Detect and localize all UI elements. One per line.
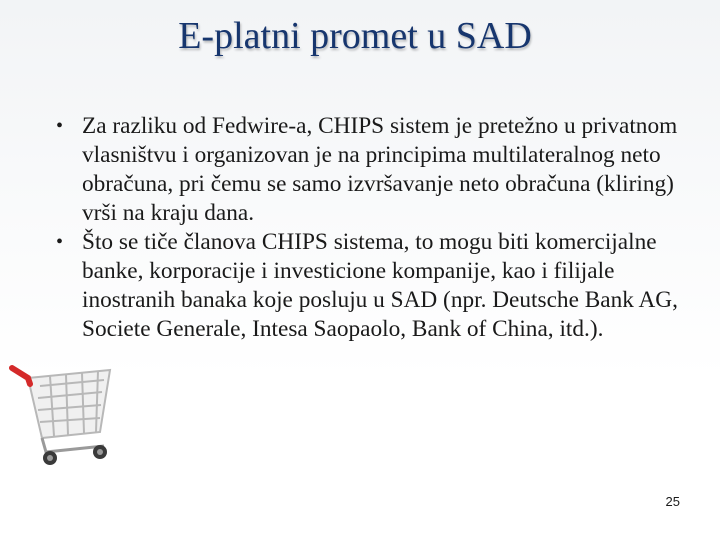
list-item <box>56 228 706 344</box>
list-item <box>56 112 706 228</box>
page-number: 25 <box>665 494 680 509</box>
bullet-list <box>56 112 706 344</box>
bullet-text: Što se tiče članova CHIPS sistema, to mogu biti komercijalne banke, korporacije i investicione kompanije, kao i filijale inostranih banaka koje posluju u SAD (npr. Deutsche Bank AG, Societe Generale, Intesa Saopaolo, Bank of China, itd.). <box>82 229 678 342</box>
bullet-icon: • <box>56 115 64 137</box>
shopping-cart-icon <box>0 340 130 470</box>
bullet-text: Za razliku od Fedwire-a, CHIPS sistem je pretežno u privatnom vlasništvu i organizovan je na principima multilateralnog neto obračuna, pri čemu se samo izvršavanje neto obračuna (kliring) vrši na kraju dana. <box>82 113 678 226</box>
page-title: E-platni promet u SAD <box>178 15 532 57</box>
bullet-icon: • <box>56 231 64 253</box>
